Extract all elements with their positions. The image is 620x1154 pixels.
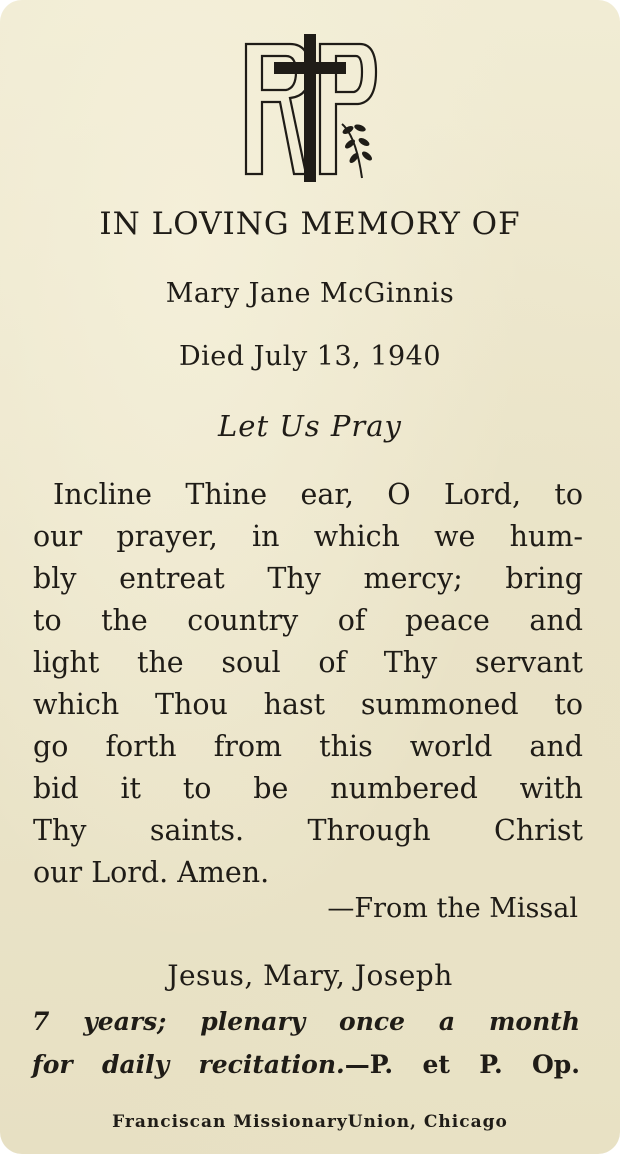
indulgence-line	[32, 1043, 580, 1086]
rip-cross-monogram-icon	[240, 32, 380, 184]
invocation: Jesus, Mary, Joseph	[167, 959, 453, 992]
prayer-line: which Thou hast summoned to	[33, 688, 583, 721]
publisher-footer: Franciscan MissionaryUnion, Chicago	[112, 1112, 508, 1132]
prayer-line: light the soul of Thy servant	[33, 646, 583, 679]
indulgence-text: for daily recitation.	[32, 1050, 345, 1079]
indulgence-source: —P. et P. Op.	[344, 1050, 580, 1079]
prayer-line: Incline Thine ear, O Lord, to	[53, 478, 583, 511]
prayer-line: bid it to be numbered with	[33, 772, 583, 805]
prayer-attribution: —From the Missal	[327, 893, 578, 924]
indulgence-line	[32, 1000, 580, 1043]
death-date: Died July 13, 1940	[178, 341, 442, 372]
prayer-line: bly entreat Thy mercy; bring	[33, 562, 583, 595]
indulgence-text: 7 years; plenary once a month	[32, 1007, 580, 1036]
prayer-line: our Lord. Amen.	[33, 856, 270, 889]
prayer-text	[33, 474, 583, 894]
prayer-line: our prayer, in which we hum-	[33, 520, 583, 553]
deceased-name: Mary Jane McGinnis	[165, 278, 455, 309]
indulgence-note	[32, 1000, 580, 1086]
prayer-line: Thy saints. Through Christ	[33, 814, 583, 847]
memorial-heading: IN LOVING MEMORY OF	[99, 206, 521, 242]
prayer-line: to the country of peace and	[33, 604, 583, 637]
prayer-heading: Let Us Pray	[218, 409, 402, 443]
prayer-line: go forth from this world and	[33, 730, 583, 763]
